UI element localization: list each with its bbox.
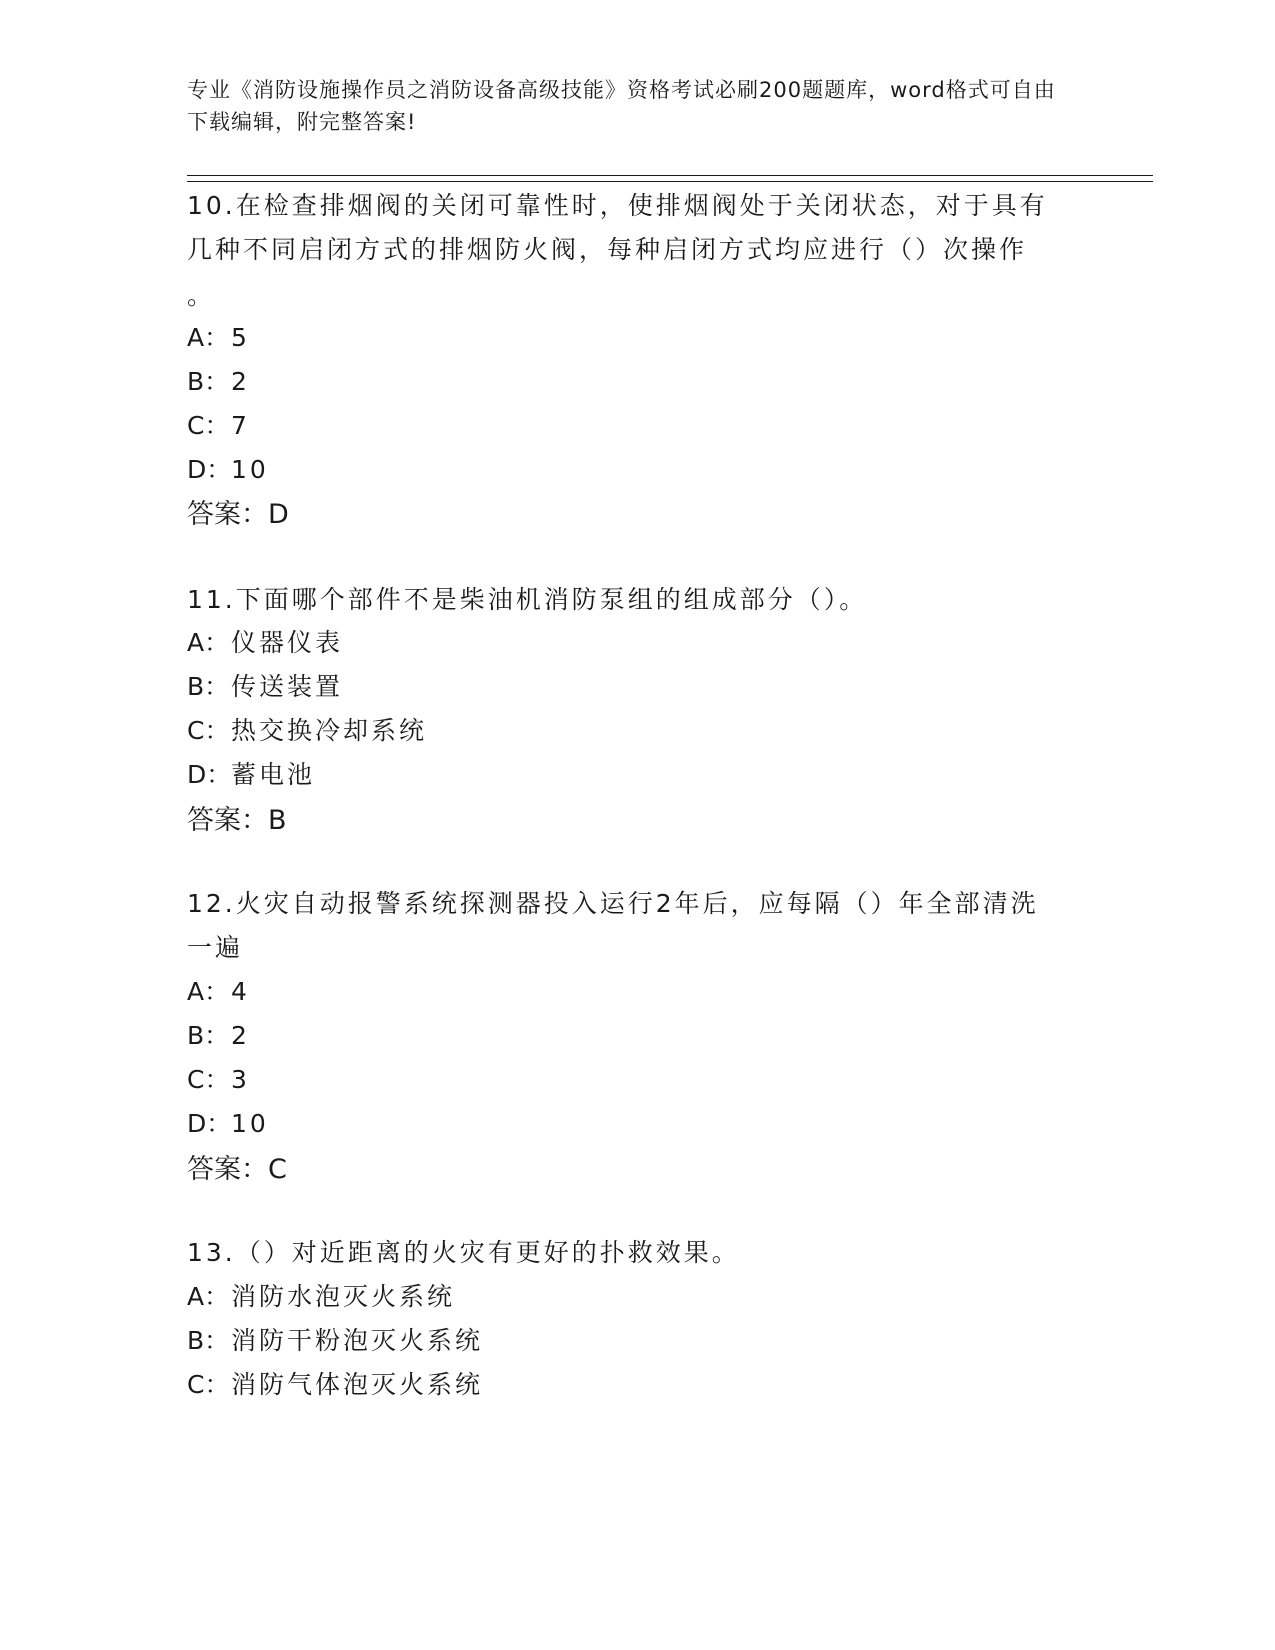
question-11-option-c bbox=[187, 711, 427, 747]
question-12-option-a bbox=[187, 972, 250, 1008]
option-key: C： bbox=[187, 716, 230, 745]
option-text: 传送装置 bbox=[231, 672, 344, 701]
document-header: 专业《消防设施操作员之消防设备高级技能》资格考试必刷200题题库，word格式可自由下载编辑，附完整答案! bbox=[187, 78, 1056, 134]
option-text: 3 bbox=[231, 1065, 250, 1094]
question-10-answer: 答案：D bbox=[187, 499, 289, 530]
option-key: D： bbox=[187, 455, 232, 484]
option-key: B： bbox=[187, 672, 230, 701]
question-12-option-b bbox=[187, 1016, 250, 1052]
option-key: C： bbox=[187, 1370, 230, 1399]
question-11-option-b bbox=[187, 667, 343, 703]
question-13-option-b bbox=[187, 1321, 483, 1357]
question-10-line-1: 10.在检查排烟阀的关闭可靠性时，使排烟阀处于关闭状态，对于具有 bbox=[187, 191, 1048, 220]
question-12-line-1: 12.火灾自动报警系统探测器投入运行2年后，应每隔（）年全部清洗 bbox=[187, 889, 1039, 918]
question-11-option-a bbox=[187, 623, 343, 659]
question-12-option-c bbox=[187, 1060, 250, 1096]
header-divider-top bbox=[187, 175, 1153, 176]
option-key: D： bbox=[187, 760, 232, 789]
option-text: 消防水泡灭火系统 bbox=[231, 1282, 456, 1311]
option-text: 热交换冷却系统 bbox=[231, 716, 428, 745]
question-13-option-a bbox=[187, 1277, 455, 1313]
question-10-option-a bbox=[187, 318, 250, 354]
question-12-line-2: 一遍 bbox=[187, 933, 244, 962]
option-key: B： bbox=[187, 1326, 230, 1355]
option-text: 仪器仪表 bbox=[231, 628, 344, 657]
question-10-line-2: 几种不同启闭方式的排烟防火阀，每种启闭方式均应进行（）次操作 bbox=[187, 235, 1028, 264]
option-text: 5 bbox=[231, 323, 250, 352]
option-key: A： bbox=[187, 1282, 230, 1311]
option-key: A： bbox=[187, 628, 230, 657]
option-text: 4 bbox=[231, 977, 250, 1006]
question-10-line-3: 。 bbox=[187, 281, 216, 310]
option-text: 10 bbox=[231, 455, 269, 484]
option-key: C： bbox=[187, 1065, 230, 1094]
question-11-option-d bbox=[187, 755, 315, 791]
option-text: 消防气体泡灭火系统 bbox=[231, 1370, 484, 1399]
question-13-option-c bbox=[187, 1365, 483, 1401]
question-10-option-b bbox=[187, 362, 250, 398]
header-divider-bottom bbox=[187, 181, 1153, 182]
option-text: 7 bbox=[231, 411, 250, 440]
option-text: 2 bbox=[231, 1021, 250, 1050]
option-key: B： bbox=[187, 367, 230, 396]
option-key: A： bbox=[187, 323, 230, 352]
option-text: 2 bbox=[231, 367, 250, 396]
question-12-answer: 答案：C bbox=[187, 1154, 287, 1185]
option-key: B： bbox=[187, 1021, 230, 1050]
question-11-answer: 答案：B bbox=[187, 805, 287, 836]
option-text: 10 bbox=[231, 1109, 269, 1138]
question-13-line-1: 13.（）对近距离的火灾有更好的扑救效果。 bbox=[187, 1238, 740, 1267]
option-key: A： bbox=[187, 977, 230, 1006]
question-10-option-d bbox=[187, 450, 269, 486]
option-text: 消防干粉泡灭火系统 bbox=[231, 1326, 484, 1355]
question-12-option-d bbox=[187, 1104, 269, 1140]
option-key: D： bbox=[187, 1109, 232, 1138]
option-text: 蓄电池 bbox=[231, 760, 316, 789]
option-key: C： bbox=[187, 411, 230, 440]
question-10-option-c bbox=[187, 406, 250, 442]
question-11-line-1: 11.下面哪个部件不是柴油机消防泵组的组成部分（）。 bbox=[187, 585, 868, 614]
